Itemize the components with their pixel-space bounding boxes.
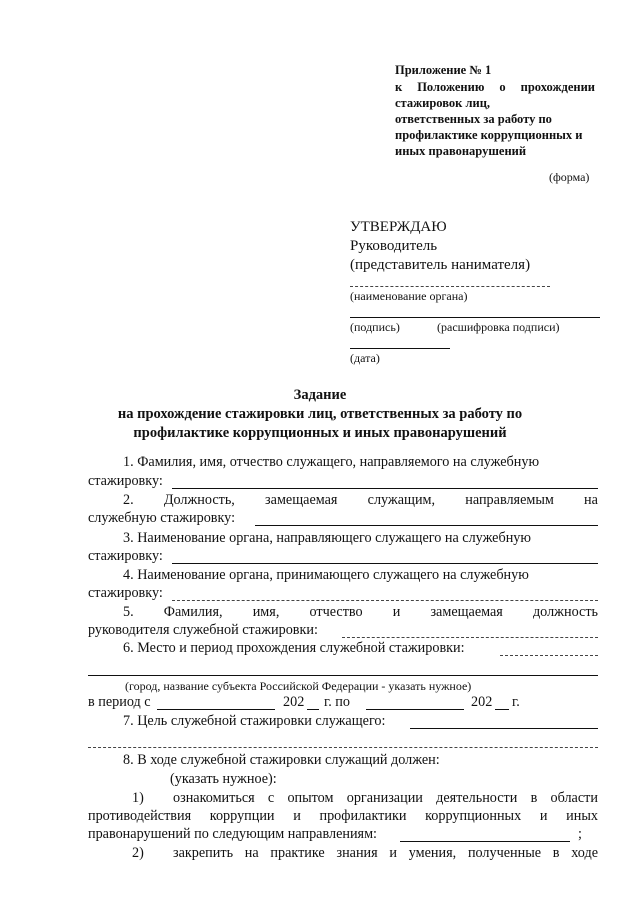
item-2-word: на xyxy=(584,492,598,508)
sub-1-word: области xyxy=(550,790,598,806)
signature-caption: (подпись) xyxy=(350,320,400,334)
document-title-1: Задание xyxy=(293,387,347,403)
sub-2-word: практике xyxy=(270,845,325,861)
item-2-word: 2. xyxy=(123,492,134,508)
sub-2-word: закрепить xyxy=(173,845,234,861)
sub-1-word: и xyxy=(539,808,548,824)
form-label: (форма) xyxy=(549,170,590,184)
sub-1-row-2 xyxy=(88,808,598,825)
item-2-word: Должность, xyxy=(163,492,235,508)
sub-1-word: организации xyxy=(346,790,423,806)
item-8-label: 8. В ходе служебной стажировки служащий должен: xyxy=(123,752,440,768)
item-6-field-inline xyxy=(500,655,598,656)
item-2-word: замещаемая xyxy=(265,492,338,508)
item-5-word: отчество xyxy=(309,604,363,620)
item-6-field xyxy=(88,675,598,676)
period-year-2: 202 xyxy=(471,694,493,710)
item-3-label-cont: стажировку: xyxy=(88,548,163,564)
sub-1-word: ознакомиться xyxy=(173,790,255,806)
annex-line-3: ответственных за работу по xyxy=(395,112,552,126)
period-from-field xyxy=(157,709,275,710)
item-2-label-cont: служебную стажировку: xyxy=(88,510,236,526)
sub-1-word: противодействия xyxy=(88,808,192,824)
sub-1-word: опытом xyxy=(287,790,334,806)
sub-2-word: знания xyxy=(336,845,378,861)
item-5-word: Фамилия, xyxy=(163,604,223,620)
sub-1-word: иных xyxy=(566,808,598,824)
sub-2-word: полученные xyxy=(467,845,542,861)
sub-1-word: профилактики xyxy=(319,808,407,824)
item-3-label: 3. Наименование органа, направляющего служащего на служебную xyxy=(123,530,531,546)
date-line xyxy=(350,348,450,349)
item-1-label-cont: стажировку: xyxy=(88,473,163,489)
period-year-2-field xyxy=(495,709,509,710)
item-7-field xyxy=(88,747,598,748)
sub-1-word: с xyxy=(267,790,275,806)
item-2-word: служащим, xyxy=(367,492,436,508)
sub-1-row-3: правонарушений по следующим направлениям: xyxy=(88,826,377,842)
item-2-row xyxy=(123,492,598,509)
item-7-field-inline xyxy=(410,728,598,729)
annex-line-5: иных правонарушений xyxy=(395,144,527,158)
sub-2-word: на xyxy=(244,845,259,861)
item-5-word: должность xyxy=(532,604,598,620)
sub-1-field xyxy=(400,841,570,842)
sub-2-num: 2) xyxy=(132,845,144,861)
item-8-note: (указать нужное): xyxy=(170,771,277,787)
sub-1-word: в xyxy=(530,790,538,806)
item-5-word: 5. xyxy=(123,604,134,620)
item-2-word: направляемым xyxy=(465,492,554,508)
annex-line-2: стажировок лиц, xyxy=(395,96,491,110)
sub-1-word: деятельности xyxy=(436,790,518,806)
period-to-label: г. по xyxy=(324,694,350,710)
item-4-label-cont: стажировку: xyxy=(88,585,163,601)
item-5-word: имя, xyxy=(252,604,280,620)
sub-2-word: в xyxy=(552,845,560,861)
item-1-label: 1. Фамилия, имя, отчество служащего, направляемого на служебную xyxy=(123,454,540,470)
item-5-word: и xyxy=(392,604,401,620)
sub-2-word: и xyxy=(389,845,398,861)
sub-1-word: и xyxy=(293,808,301,824)
sub-1-end: ; xyxy=(578,826,582,842)
item-5-field xyxy=(342,637,598,638)
item-6-caption: (город, название субъекта Российской Федерации - указать нужное) xyxy=(125,679,472,693)
period-end-label: г. xyxy=(512,694,520,710)
item-2-field xyxy=(255,525,598,526)
signature-line xyxy=(350,317,600,318)
item-4-field xyxy=(172,600,598,601)
signature-decode-caption: (расшифровка подписи) xyxy=(437,320,560,334)
approver-representative: (представитель нанимателя) xyxy=(350,257,531,273)
sub-2-word: умения, xyxy=(408,845,457,861)
sub-1-num: 1) xyxy=(132,790,144,806)
sub-1-word: коррупционных xyxy=(425,808,522,824)
item-1-field xyxy=(172,488,598,489)
item-5-label-cont: руководителя служебной стажировки: xyxy=(88,622,318,638)
item-6-label: 6. Место и период прохождения служебной стажировки: xyxy=(123,640,465,656)
sub-2-row-1 xyxy=(173,845,598,862)
annex-title: Приложение № 1 xyxy=(395,63,492,77)
item-5-word: замещаемая xyxy=(430,604,503,620)
org-name-caption: (наименование органа) xyxy=(350,289,468,303)
sub-1-row-1 xyxy=(173,790,598,807)
period-year-1-field xyxy=(307,709,319,710)
period-year-1: 202 xyxy=(283,694,305,710)
period-to-field xyxy=(366,709,464,710)
period-from-label: в период с xyxy=(88,694,151,710)
document-title-3: профилактике коррупционных и иных правонарушений xyxy=(133,425,507,441)
item-3-field xyxy=(172,563,598,564)
document-title-2: на прохождение стажировки лиц, ответственных за работу по xyxy=(117,406,523,422)
date-caption: (дата) xyxy=(350,351,380,365)
approve-heading: УТВЕРЖДАЮ xyxy=(350,219,447,235)
annex-line-4: профилактике коррупционных и xyxy=(395,128,583,142)
sub-2-word: ходе xyxy=(571,845,598,861)
org-name-line xyxy=(350,286,550,287)
sub-1-word: коррупции xyxy=(209,808,275,824)
item-7-label: 7. Цель служебной стажировки служащего: xyxy=(123,713,386,729)
annex-line-1 xyxy=(395,79,595,95)
item-5-row xyxy=(123,604,598,621)
approver-position: Руководитель xyxy=(350,238,438,254)
item-4-label: 4. Наименование органа, принимающего служащего на служебную xyxy=(123,567,529,583)
annex-line-1-text: к Положению о прохождении xyxy=(395,80,595,94)
